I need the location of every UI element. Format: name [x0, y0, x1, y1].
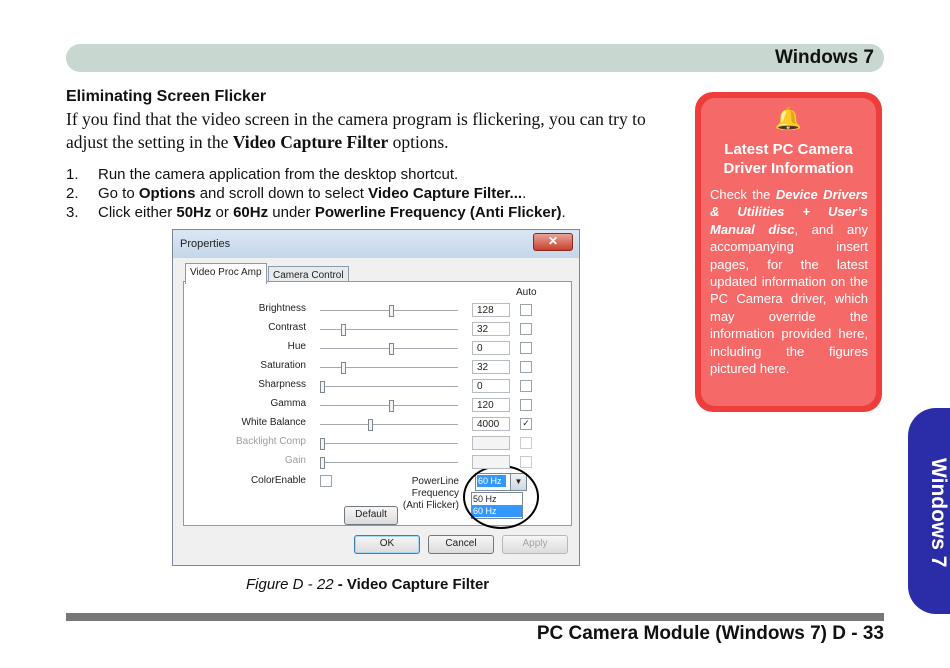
auto-checkbox[interactable]	[520, 304, 532, 316]
steps-list	[66, 165, 566, 222]
warning-bell-icon: 🔔	[774, 106, 803, 131]
option-60hz[interactable]: 60 Hz	[472, 505, 522, 517]
step-bold: Powerline Frequency (Anti Flicker)	[314, 204, 562, 221]
auto-checkbox[interactable]	[520, 361, 532, 373]
step-1	[66, 165, 566, 184]
powerline-label-line1: PowerLine Frequency	[411, 476, 459, 499]
slider-thumb[interactable]	[320, 457, 325, 469]
property-slider[interactable]	[320, 443, 458, 444]
intro-bold: Video Capture Filter	[232, 132, 389, 152]
auto-checkbox[interactable]	[520, 437, 532, 449]
step-bold: Video Capture Filter...	[368, 185, 523, 202]
slider-thumb[interactable]	[320, 438, 325, 450]
ok-button[interactable]: OK	[354, 535, 420, 554]
auto-column-label: Auto	[516, 287, 537, 298]
step-text: Run the camera application from the desktop shortcut.	[98, 166, 459, 183]
footer-rule	[66, 613, 884, 621]
apply-button[interactable]: Apply	[502, 535, 568, 554]
property-value-field[interactable]: 0	[472, 341, 510, 355]
auto-checkbox[interactable]	[520, 323, 532, 335]
property-slider[interactable]	[320, 386, 458, 387]
property-value-field[interactable]: 32	[472, 322, 510, 336]
step-number: 3.	[66, 204, 79, 221]
side-chapter-tab	[908, 408, 950, 614]
property-slider[interactable]	[320, 424, 458, 425]
property-slider[interactable]	[320, 329, 458, 330]
property-value-field[interactable]: 4000	[472, 417, 510, 431]
intro-text-2: options.	[388, 132, 449, 152]
powerline-selected-value: 60 Hz	[477, 475, 506, 487]
property-label: Gain	[284, 455, 306, 466]
property-label: Saturation	[260, 360, 306, 371]
step-2	[66, 184, 566, 203]
property-slider[interactable]	[320, 405, 458, 406]
intro-paragraph	[66, 108, 688, 154]
section-title: Eliminating Screen Flicker	[66, 88, 267, 105]
property-value-field[interactable]	[472, 436, 510, 450]
cancel-button[interactable]: Cancel	[428, 535, 494, 554]
step-text: or	[211, 204, 234, 221]
step-number: 2.	[66, 185, 79, 202]
auto-checkbox[interactable]: ✓	[520, 418, 532, 430]
tab-camera-control[interactable]: Camera Control	[268, 266, 349, 285]
step-text: .	[561, 204, 566, 221]
property-slider[interactable]	[320, 367, 458, 368]
header-bar	[66, 44, 884, 72]
dialog-titlebar	[173, 230, 579, 258]
figure-caption	[246, 576, 489, 593]
property-slider[interactable]	[320, 462, 458, 463]
chevron-down-icon[interactable]: ▼	[510, 474, 526, 490]
step-text: .	[522, 185, 527, 202]
footer-text: PC Camera Module (Windows 7) D - 33	[536, 623, 884, 644]
slider-thumb[interactable]	[341, 324, 346, 336]
slider-thumb[interactable]	[389, 343, 394, 355]
auto-checkbox[interactable]	[520, 380, 532, 392]
property-value-field[interactable]: 120	[472, 398, 510, 412]
step-number: 1.	[66, 166, 79, 183]
slider-thumb[interactable]	[320, 381, 325, 393]
sidebar-body-text-2: , and any accompanying insert pages, for the latest updated information on the PC Camera driver, which may override the information provided here, including the figures pictured here.	[710, 221, 868, 377]
step-text: and scroll down to select	[195, 185, 369, 202]
color-enable-label: ColorEnable	[250, 475, 306, 486]
highlight-circle	[463, 465, 539, 529]
properties-dialog-screenshot	[172, 229, 580, 566]
auto-checkbox[interactable]	[520, 456, 532, 468]
auto-checkbox[interactable]	[520, 399, 532, 411]
powerline-label-line2: (Anti Flicker)	[402, 500, 459, 511]
property-label: Hue	[287, 341, 306, 352]
close-icon[interactable]: ✕	[533, 233, 573, 251]
property-value-field[interactable]: 128	[472, 303, 510, 317]
property-label: Gamma	[270, 398, 306, 409]
sidebar-note-box	[695, 92, 882, 412]
slider-thumb[interactable]	[341, 362, 346, 374]
option-50hz[interactable]: 50 Hz	[473, 494, 497, 504]
step-bold: 60Hz	[233, 204, 269, 221]
header-title: Windows 7	[774, 47, 874, 68]
property-label: Brightness	[258, 303, 306, 314]
property-value-field[interactable]: 0	[472, 379, 510, 393]
sidebar-title: Latest PC Camera Driver Information	[723, 141, 854, 177]
step-3	[66, 203, 566, 222]
step-bold: 50Hz	[176, 204, 212, 221]
tab-video-proc-amp[interactable]: Video Proc Amp	[185, 263, 267, 284]
step-text: Click either	[98, 204, 177, 221]
property-slider[interactable]	[320, 348, 458, 349]
step-text: Go to	[98, 185, 139, 202]
sidebar-note-inner	[701, 98, 876, 406]
default-button[interactable]: Default	[344, 506, 398, 525]
step-text: under	[268, 204, 315, 221]
sidebar-body-bold: Device Drivers & Utilities + User’s Manual disc	[710, 187, 868, 237]
intro-text-1: If you find that the video screen in the camera program is flickering, you can try to adjust the setting in the	[66, 109, 646, 152]
property-label: White Balance	[241, 417, 306, 428]
property-value-field[interactable]	[472, 455, 510, 469]
dialog-title: Properties	[180, 238, 231, 250]
caption-title: - Video Capture Filter	[333, 576, 490, 593]
caption-figure-number: Figure D - 22	[246, 576, 334, 593]
property-label: Contrast	[268, 322, 306, 333]
auto-checkbox[interactable]	[520, 342, 532, 354]
sidebar-body-text-1: Check the	[710, 187, 776, 202]
property-slider[interactable]	[320, 310, 458, 311]
property-label: Sharpness	[258, 379, 306, 390]
slider-thumb[interactable]	[389, 305, 394, 317]
slider-thumb[interactable]	[368, 419, 373, 431]
side-tab-label: Windows 7	[927, 458, 950, 568]
sidebar-body	[710, 186, 868, 377]
slider-thumb[interactable]	[389, 400, 394, 412]
property-value-field[interactable]: 32	[472, 360, 510, 374]
property-label: Backlight Comp	[235, 436, 306, 447]
step-bold: Options	[138, 185, 196, 202]
color-enable-checkbox[interactable]	[320, 475, 332, 487]
